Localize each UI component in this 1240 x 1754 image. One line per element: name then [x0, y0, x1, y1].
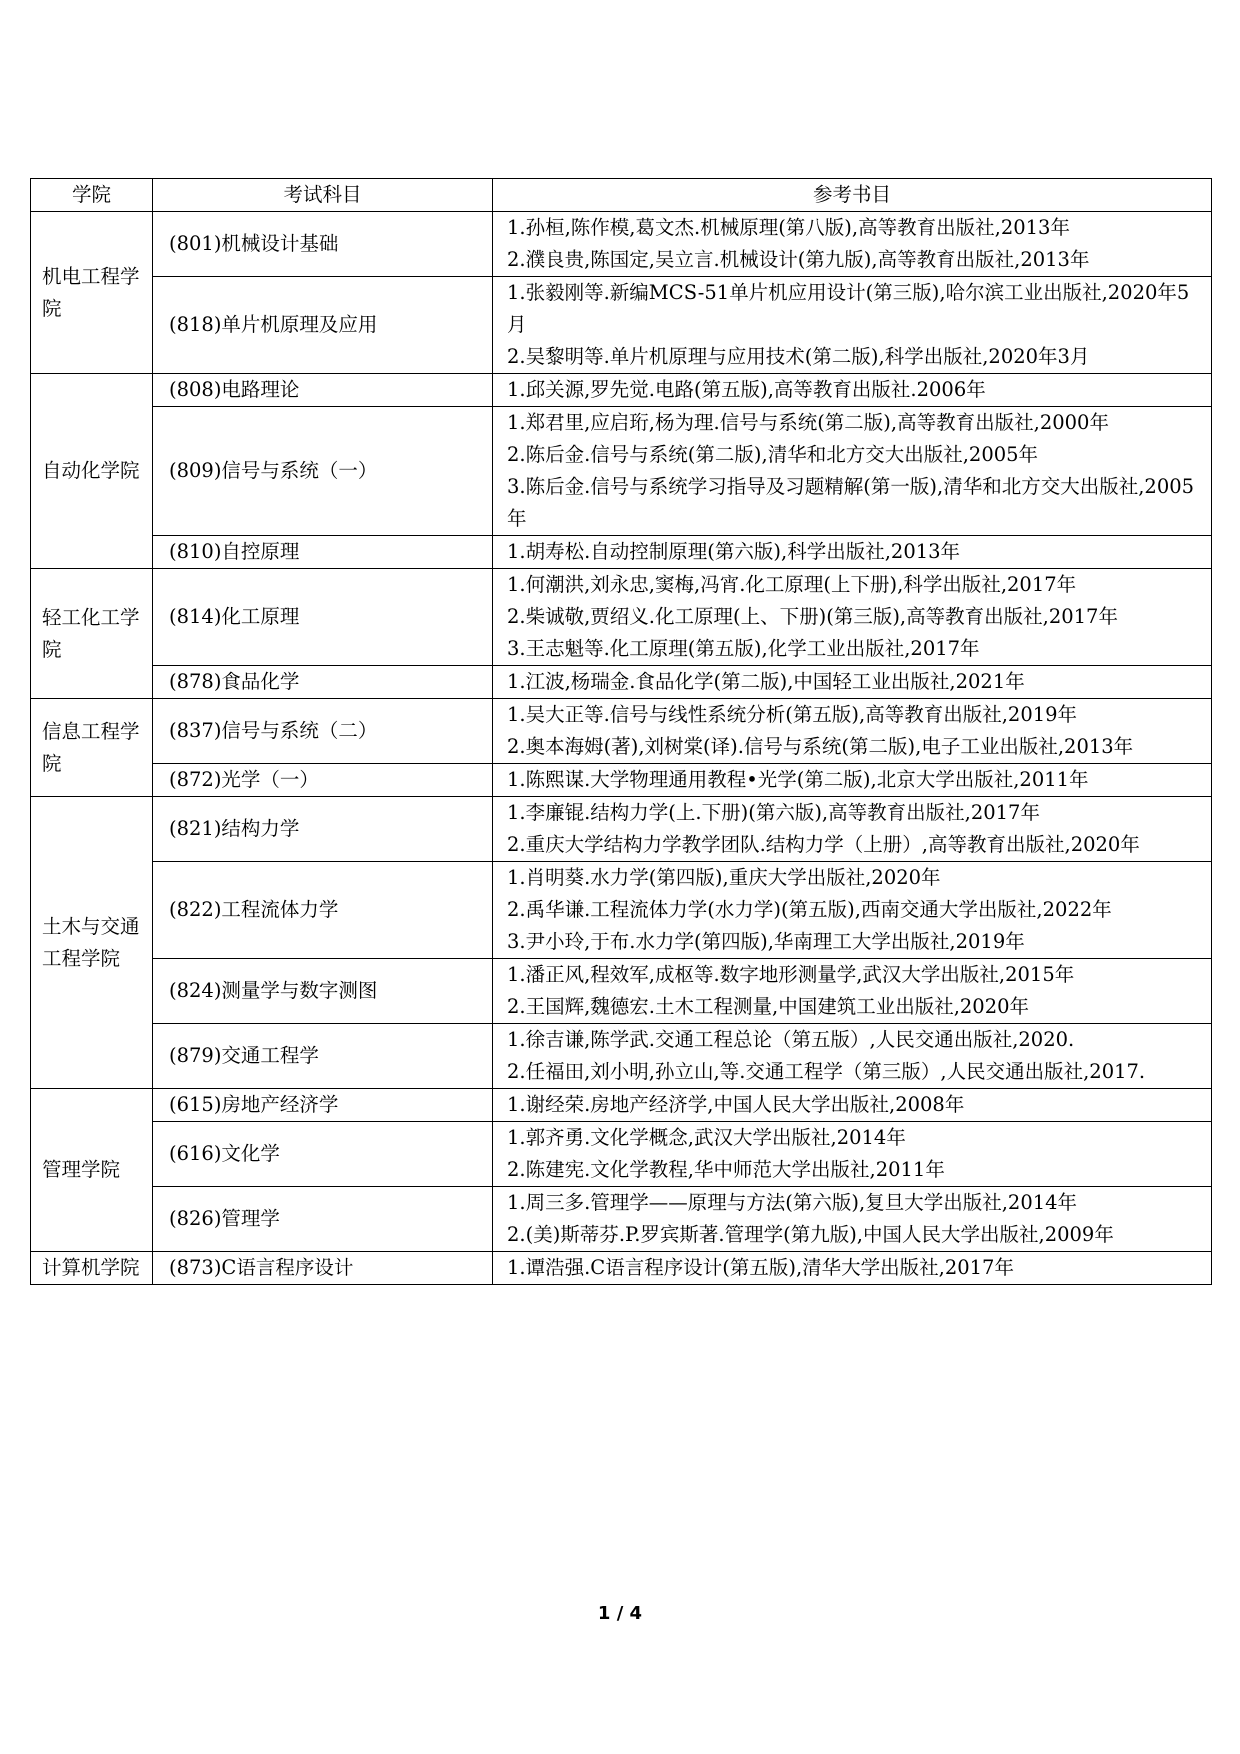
reference-book-entry: 1.潘正风,程效军,成枢等.数字地形测量学,武汉大学出版社,2015年	[507, 963, 1075, 986]
reference-book-entry: 1.肖明葵.水力学(第四版),重庆大学出版社,2020年	[507, 866, 941, 889]
table-row	[31, 1089, 1212, 1122]
table-row	[31, 797, 1212, 862]
table-row	[31, 536, 1212, 569]
exam-subject: (873)C语言程序设计	[153, 1252, 493, 1285]
reference-books	[493, 862, 1212, 959]
exam-subject: (821)结构力学	[153, 797, 493, 862]
reference-books	[493, 699, 1212, 764]
table-row	[31, 212, 1212, 277]
reference-books	[493, 536, 1212, 569]
reference-book-entry: 2.任福田,刘小明,孙立山,等.交通工程学（第三版）,人民交通出版社,2017.	[507, 1060, 1146, 1083]
table-row	[31, 666, 1212, 699]
reference-book-entry: 2.禹华谦.工程流体力学(水力学)(第五版),西南交通大学出版社,2022年	[507, 898, 1112, 921]
reference-book-entry: 2.陈建宪.文化学教程,华中师范大学出版社,2011年	[507, 1158, 945, 1181]
header-college: 学院	[31, 179, 153, 212]
exam-subject: (837)信号与系统（二）	[153, 699, 493, 764]
college-name: 土木与交通工程学院	[31, 797, 153, 1089]
exam-subject: (616)文化学	[153, 1122, 493, 1187]
table-row	[31, 1122, 1212, 1187]
reference-book-entry: 3.王志魁等.化工原理(第五版),化学工业出版社,2017年	[507, 637, 980, 660]
table-row	[31, 1024, 1212, 1089]
reference-book-entry: 1.谭浩强.C语言程序设计(第五版),清华大学出版社,2017年	[507, 1256, 1014, 1279]
reference-book-entry: 1.胡寿松.自动控制原理(第六版),科学出版社,2013年	[507, 540, 961, 563]
reference-books	[493, 374, 1212, 407]
exam-subject: (808)电路理论	[153, 374, 493, 407]
college-name: 自动化学院	[31, 374, 153, 569]
reference-book-entry: 1.邱关源,罗先觉.电路(第五版),高等教育出版社.2006年	[507, 378, 986, 401]
exam-subject: (822)工程流体力学	[153, 862, 493, 959]
college-name: 信息工程学院	[31, 699, 153, 797]
reference-book-entry: 1.江波,杨瑞金.食品化学(第二版),中国轻工业出版社,2021年	[507, 670, 1025, 693]
reference-book-entry: 1.郭齐勇.文化学概念,武汉大学出版社,2014年	[507, 1126, 906, 1149]
table-body	[31, 212, 1212, 1285]
exam-subject: (824)测量学与数字测图	[153, 959, 493, 1024]
reference-book-entry: 1.徐吉谦,陈学武.交通工程总论（第五版）,人民交通出版社,2020.	[507, 1028, 1075, 1051]
reference-book-entry: 2.濮良贵,陈国定,吴立言.机械设计(第九版),高等教育出版社,2013年	[507, 248, 1090, 271]
reference-book-entry: 3.尹小玲,于布.水力学(第四版),华南理工大学出版社,2019年	[507, 930, 1025, 953]
exam-subject: (826)管理学	[153, 1187, 493, 1252]
reference-books	[493, 1024, 1212, 1089]
table-row	[31, 569, 1212, 666]
reference-books	[493, 1122, 1212, 1187]
table-row	[31, 407, 1212, 536]
reference-book-entry: 1.陈熙谋.大学物理通用教程•光学(第二版),北京大学出版社,2011年	[507, 768, 1089, 791]
reference-books	[493, 1187, 1212, 1252]
table-row	[31, 277, 1212, 374]
reference-book-entry: 3.陈后金.信号与系统学习指导及习题精解(第一版),清华和北方交大出版社,2005年	[507, 475, 1195, 530]
exam-subject: (801)机械设计基础	[153, 212, 493, 277]
reference-books	[493, 277, 1212, 374]
exam-subject: (810)自控原理	[153, 536, 493, 569]
table-row	[31, 862, 1212, 959]
reference-book-entry: 2.(美)斯蒂芬.P.罗宾斯著.管理学(第九版),中国人民大学出版社,2009年	[507, 1223, 1114, 1246]
table-row	[31, 764, 1212, 797]
reference-books	[493, 569, 1212, 666]
table-row	[31, 1252, 1212, 1285]
reference-book-entry: 2.柴诚敬,贾绍义.化工原理(上、下册)(第三版),高等教育出版社,2017年	[507, 605, 1118, 628]
reference-book-entry: 1.吴大正等.信号与线性系统分析(第五版),高等教育出版社,2019年	[507, 703, 1078, 726]
exam-subject: (879)交通工程学	[153, 1024, 493, 1089]
college-name: 轻工化工学院	[31, 569, 153, 699]
reference-books	[493, 407, 1212, 536]
reference-book-entry: 1.张毅刚等.新编MCS-51单片机应用设计(第三版),哈尔滨工业出版社,2020年5月	[507, 281, 1190, 336]
reference-book-entry: 2.重庆大学结构力学教学团队.结构力学（上册）,高等教育出版社,2020年	[507, 833, 1140, 856]
reference-books	[493, 959, 1212, 1024]
exam-subject: (878)食品化学	[153, 666, 493, 699]
reference-book-entry: 1.谢经荣.房地产经济学,中国人民大学出版社,2008年	[507, 1093, 965, 1116]
table-row	[31, 699, 1212, 764]
reference-books	[493, 1089, 1212, 1122]
reference-book-entry: 1.周三多.管理学——原理与方法(第六版),复旦大学出版社,2014年	[507, 1191, 1078, 1214]
reference-book-entry: 2.吴黎明等.单片机原理与应用技术(第二版),科学出版社,2020年3月	[507, 345, 1090, 368]
table-row	[31, 1187, 1212, 1252]
exam-subject: (809)信号与系统（一）	[153, 407, 493, 536]
reference-book-entry: 1.孙桓,陈作模,葛文杰.机械原理(第八版),高等教育出版社,2013年	[507, 216, 1070, 239]
reference-books	[493, 666, 1212, 699]
page-number: 1 / 4	[597, 1603, 643, 1624]
header-subject: 考试科目	[153, 179, 493, 212]
reference-book-entry: 1.郑君里,应启珩,杨为理.信号与系统(第二版),高等教育出版社,2000年	[507, 411, 1109, 434]
reference-book-entry: 2.奥本海姆(著),刘树棠(译).信号与系统(第二版),电子工业出版社,2013年	[507, 735, 1134, 758]
header-books: 参考书目	[493, 179, 1212, 212]
college-name: 管理学院	[31, 1089, 153, 1252]
reference-books	[493, 797, 1212, 862]
table-row	[31, 374, 1212, 407]
exam-reference-table	[30, 178, 1212, 1285]
reference-book-entry: 1.李廉锟.结构力学(上.下册)(第六版),高等教育出版社,2017年	[507, 801, 1040, 824]
exam-subject: (818)单片机原理及应用	[153, 277, 493, 374]
reference-books	[493, 212, 1212, 277]
exam-subject: (615)房地产经济学	[153, 1089, 493, 1122]
exam-subject: (872)光学（一）	[153, 764, 493, 797]
reference-book-entry: 1.何潮洪,刘永忠,窦梅,冯宵.化工原理(上下册),科学出版社,2017年	[507, 573, 1077, 596]
reference-books	[493, 764, 1212, 797]
college-name: 计算机学院	[31, 1252, 153, 1285]
table-header-row	[31, 179, 1212, 212]
reference-book-entry: 2.陈后金.信号与系统(第二版),清华和北方交大出版社,2005年	[507, 443, 1039, 466]
exam-subject: (814)化工原理	[153, 569, 493, 666]
reference-book-entry: 2.王国辉,魏德宏.土木工程测量,中国建筑工业出版社,2020年	[507, 995, 1030, 1018]
college-name: 机电工程学院	[31, 212, 153, 374]
reference-books	[493, 1252, 1212, 1285]
table-row	[31, 959, 1212, 1024]
